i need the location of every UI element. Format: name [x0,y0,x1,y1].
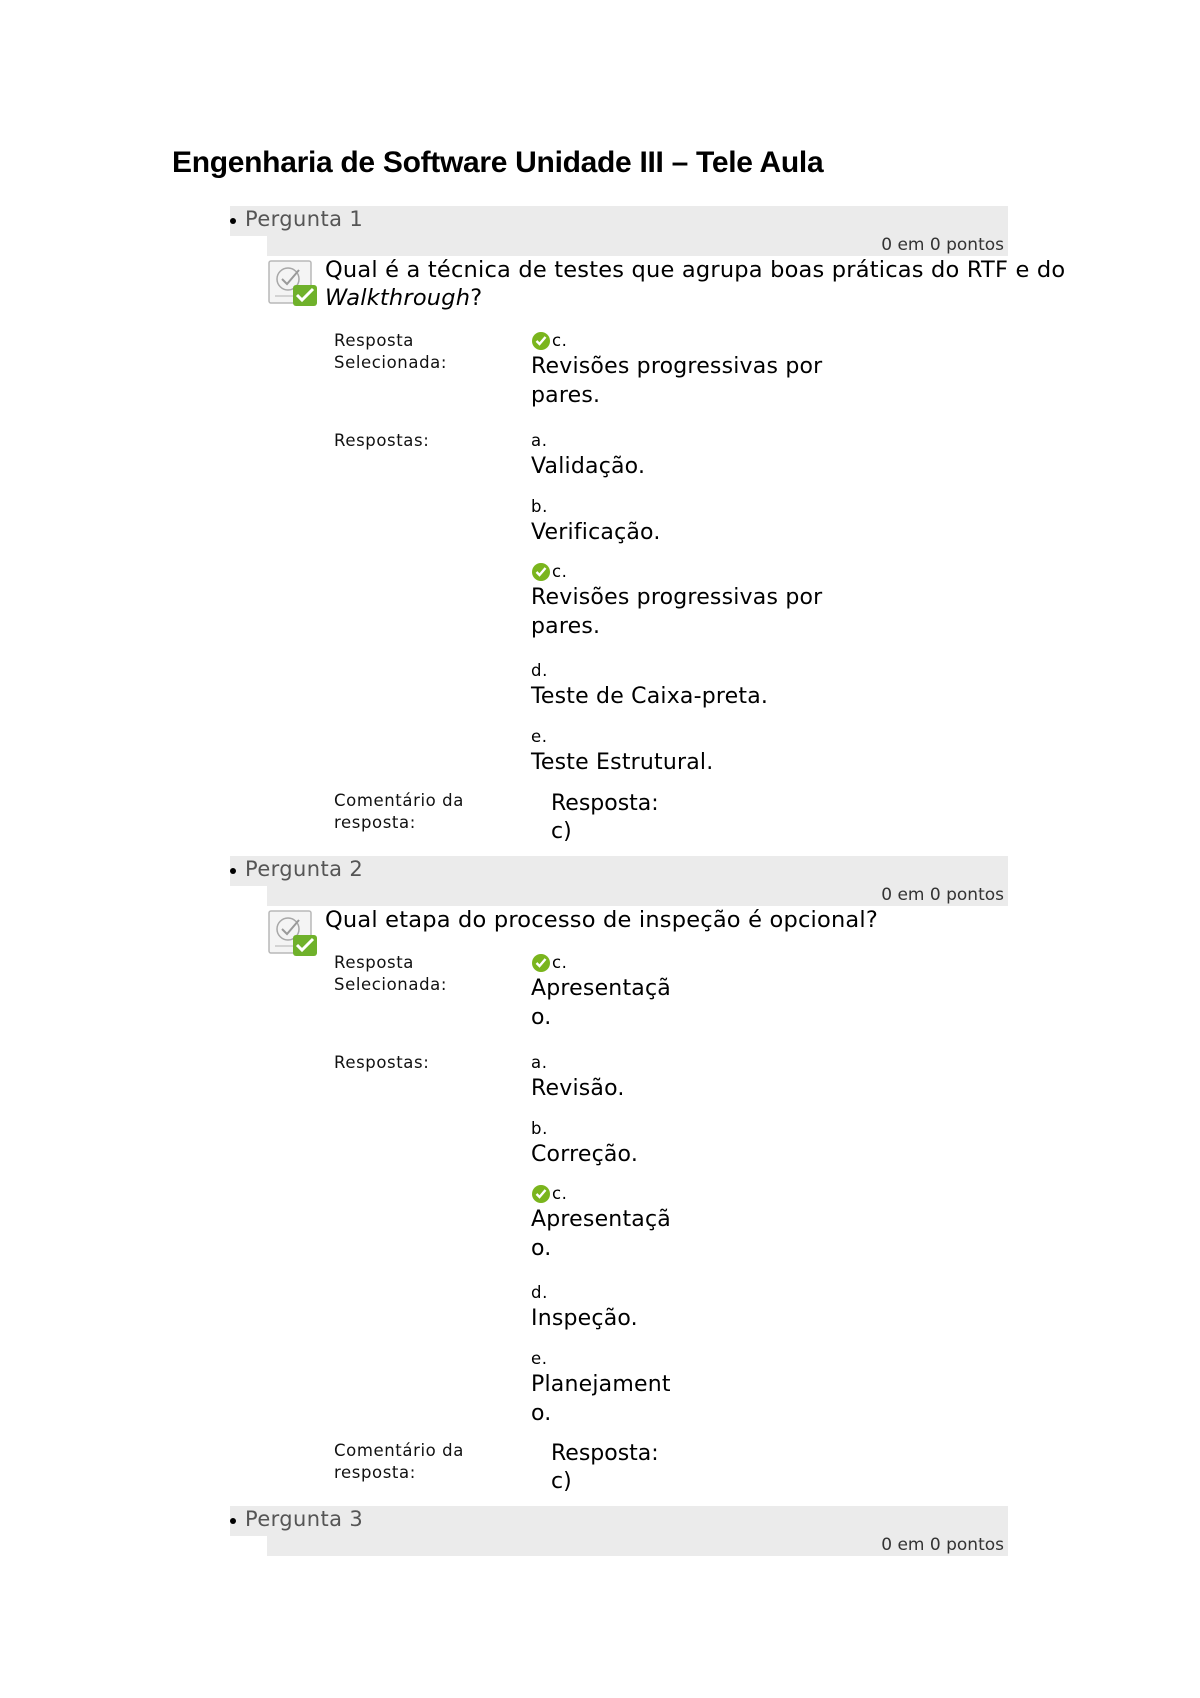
selected-answer-label: Resposta Selecionada: [334,953,448,994]
selected-answer [531,952,691,1032]
answer-letter: b. [531,497,548,516]
question-points: 0 em 0 pontos [881,1535,1004,1555]
comment-line: Resposta: [551,791,659,816]
answers-label: Respostas: [334,431,430,450]
answer-option-a [531,1052,691,1103]
answer-text: Revisões progressivas por pares. [531,585,823,639]
answer-letter: a. [531,1053,548,1072]
answer-text: Verificação. [531,520,661,545]
green-check-circle-icon [531,331,551,351]
answer-option-a [531,430,871,481]
answer-text: Revisão. [531,1076,625,1101]
answer-text: Inspeção. [531,1306,638,1331]
comment-line: c) [551,1469,572,1494]
answer-letter: a. [531,431,548,450]
question-points: 0 em 0 pontos [881,235,1004,255]
answer-letter: d. [531,1283,548,1302]
comment-line: Resposta: [551,1441,659,1466]
bullet-icon [230,218,236,224]
question-label: Pergunta 1 [245,207,364,231]
question-text: Qual é a técnica de testes que agrupa boas práticas do RTF e do Walkthrough? [325,257,1066,311]
answer-text: Teste Estrutural. [531,750,714,775]
answer-letter: b. [531,1119,548,1138]
answer-option-c [531,561,871,641]
points-bar [267,234,1008,256]
question-points: 0 em 0 pontos [881,885,1004,905]
answer-option-b [531,1118,691,1169]
answer-text: Apresentação. [531,1207,671,1261]
selected-answer-letter: c. [531,952,691,974]
question-correct-icon [267,908,319,958]
green-check-circle-icon [531,1184,551,1204]
selected-answer-letter: c. [531,330,871,352]
bullet-icon [230,868,236,874]
answer-option-e [531,726,871,777]
points-bar [267,884,1008,906]
green-check-circle-icon [531,953,551,973]
question-label: Pergunta 3 [245,1507,364,1531]
answers-label: Respostas: [334,1053,430,1072]
answer-option-c [531,1183,691,1263]
answer-comment [551,790,659,846]
green-check-circle-icon [531,562,551,582]
comment-line: c) [551,819,572,844]
answer-letter: e. [531,1349,548,1368]
answer-letter: e. [531,727,548,746]
selected-answer-text: Revisões progressivas por pares. [531,354,823,408]
answer-text: Planejamento. [531,1372,671,1426]
answer-letter: c. [531,561,871,583]
question-label: Pergunta 2 [245,857,364,881]
selected-answer [531,330,871,410]
question-text: Qual etapa do processo de inspeção é opcional? [325,907,879,933]
answer-text: Validação. [531,454,646,479]
answer-option-d [531,1282,691,1333]
answer-letter: d. [531,661,548,680]
answer-option-d [531,660,871,711]
selected-answer-text: Apresentação. [531,976,671,1030]
answer-option-b [531,496,871,547]
answer-comment [551,1440,659,1496]
answer-text: Correção. [531,1142,639,1167]
document-title: Engenharia de Software Unidade III – Tele Aula [172,146,824,179]
answer-option-e [531,1348,691,1428]
comment-label: Comentário da resposta: [334,1441,464,1482]
answer-text: Teste de Caixa-preta. [531,684,769,709]
bullet-icon [230,1518,236,1524]
question-correct-icon [267,258,319,308]
comment-label: Comentário da resposta: [334,791,464,832]
points-bar [267,1534,1008,1556]
answer-letter: c. [531,1183,691,1205]
selected-answer-label: Resposta Selecionada: [334,331,448,372]
